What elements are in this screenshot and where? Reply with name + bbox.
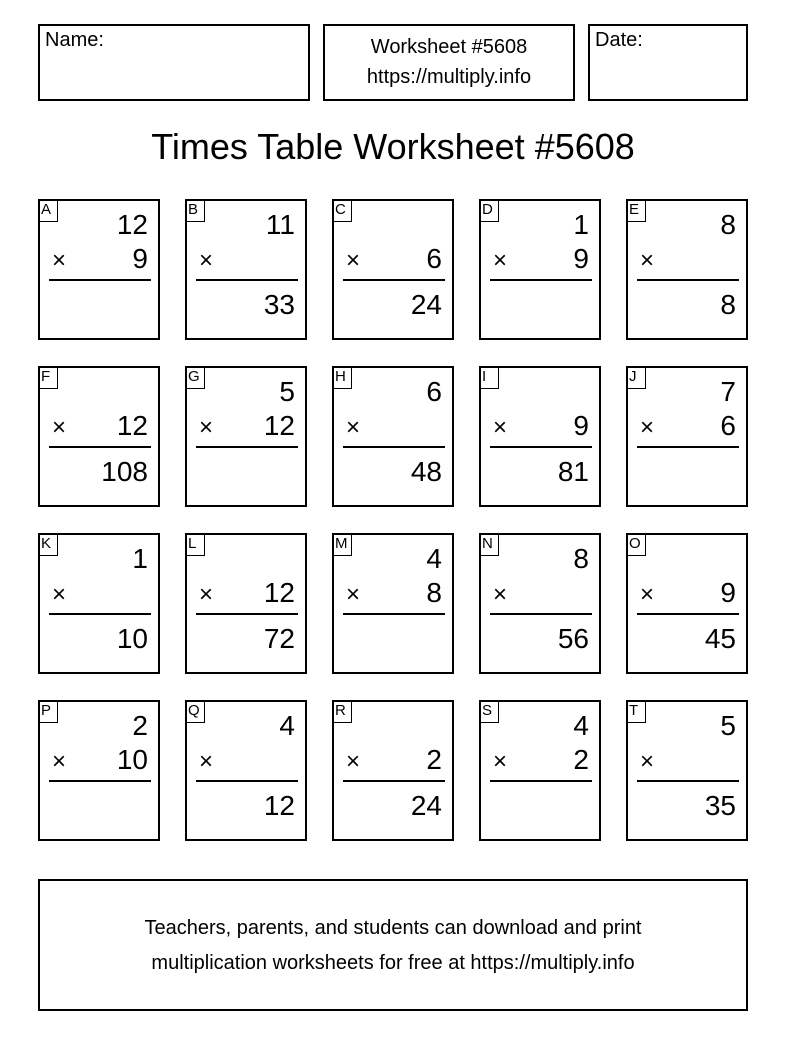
problem-card bbox=[185, 199, 307, 340]
multiplier: 12 bbox=[263, 577, 295, 608]
times-sign: × bbox=[493, 581, 508, 608]
problem-label: E bbox=[626, 199, 646, 222]
times-sign: × bbox=[52, 247, 67, 274]
worksheet-id-box bbox=[323, 24, 575, 101]
problem-label: F bbox=[38, 366, 58, 389]
problem-card bbox=[38, 700, 160, 841]
times-sign: × bbox=[52, 581, 67, 608]
product: 33 bbox=[263, 289, 295, 320]
times-sign: × bbox=[199, 581, 214, 608]
problem-label: A bbox=[38, 199, 58, 222]
problem-label: I bbox=[479, 366, 499, 389]
problem-card bbox=[332, 533, 454, 674]
times-sign: × bbox=[493, 247, 508, 274]
worksheet-title: Times Table Worksheet #5608 bbox=[151, 126, 635, 167]
answer-rule bbox=[490, 613, 592, 615]
multiplier: 12 bbox=[116, 410, 148, 441]
problem-card bbox=[38, 199, 160, 340]
product: 48 bbox=[410, 456, 442, 487]
answer-rule bbox=[49, 279, 151, 281]
problem-label: N bbox=[479, 533, 499, 556]
answer-rule bbox=[637, 780, 739, 782]
answer-rule bbox=[196, 446, 298, 448]
product: 56 bbox=[557, 623, 589, 654]
product: 24 bbox=[410, 289, 442, 320]
problem-card bbox=[332, 700, 454, 841]
answer-rule bbox=[490, 780, 592, 782]
problem-label: L bbox=[185, 533, 205, 556]
answer-rule bbox=[196, 279, 298, 281]
multiplicand: 1 bbox=[132, 543, 148, 574]
times-sign: × bbox=[640, 748, 655, 775]
problem-card bbox=[479, 700, 601, 841]
multiplier: 2 bbox=[426, 744, 442, 775]
product: 108 bbox=[101, 456, 148, 487]
problem-label: G bbox=[185, 366, 205, 389]
times-sign: × bbox=[493, 748, 508, 775]
problem-card bbox=[626, 700, 748, 841]
problem-label: B bbox=[185, 199, 205, 222]
times-sign: × bbox=[346, 748, 361, 775]
problem-card bbox=[479, 199, 601, 340]
problem-card bbox=[479, 366, 601, 507]
problem-label: J bbox=[626, 366, 646, 389]
product: 81 bbox=[557, 456, 589, 487]
multiplicand: 11 bbox=[265, 209, 295, 240]
problem-card bbox=[332, 199, 454, 340]
problem-label: R bbox=[332, 700, 352, 723]
multiplier: 9 bbox=[720, 577, 736, 608]
date-field-box bbox=[588, 24, 748, 101]
answer-rule bbox=[49, 613, 151, 615]
footer-line-1: Teachers, parents, and students can download and print bbox=[144, 917, 642, 939]
problem-card bbox=[479, 533, 601, 674]
multiplicand: 5 bbox=[720, 710, 736, 741]
product: 72 bbox=[263, 623, 295, 654]
answer-rule bbox=[343, 780, 445, 782]
multiplicand: 7 bbox=[720, 376, 736, 407]
multiplicand: 12 bbox=[116, 209, 148, 240]
problem-label: K bbox=[38, 533, 58, 556]
times-sign: × bbox=[52, 414, 67, 441]
problem-card bbox=[185, 700, 307, 841]
product: 8 bbox=[720, 289, 736, 320]
multiplier: 10 bbox=[116, 744, 148, 775]
name-label: Name: bbox=[45, 29, 104, 51]
answer-rule bbox=[49, 780, 151, 782]
worksheet-url: https://multiply.info bbox=[366, 66, 532, 88]
problem-card bbox=[185, 533, 307, 674]
times-sign: × bbox=[640, 414, 655, 441]
times-sign: × bbox=[199, 247, 214, 274]
problem-label: P bbox=[38, 700, 58, 723]
answer-rule bbox=[490, 279, 592, 281]
multiplier: 6 bbox=[720, 410, 736, 441]
problem-label: D bbox=[479, 199, 499, 222]
multiplier: 12 bbox=[263, 410, 295, 441]
product: 24 bbox=[410, 790, 442, 821]
problem-card bbox=[626, 533, 748, 674]
problem-card bbox=[626, 199, 748, 340]
multiplicand: 5 bbox=[279, 376, 295, 407]
problem-label: S bbox=[479, 700, 499, 723]
multiplicand: 4 bbox=[573, 710, 589, 741]
multiplier: 9 bbox=[132, 243, 148, 274]
answer-rule bbox=[490, 446, 592, 448]
answer-rule bbox=[196, 780, 298, 782]
multiplier: 6 bbox=[426, 243, 442, 274]
problem-label: M bbox=[332, 533, 352, 556]
problem-label: O bbox=[626, 533, 646, 556]
footer-box bbox=[38, 879, 748, 1011]
multiplicand: 4 bbox=[279, 710, 295, 741]
answer-rule bbox=[637, 279, 739, 281]
times-sign: × bbox=[493, 414, 508, 441]
problem-label: C bbox=[332, 199, 352, 222]
multiplicand: 1 bbox=[573, 209, 589, 240]
footer-line-2: multiplication worksheets for free at https://multiply.info bbox=[151, 952, 635, 974]
problem-card bbox=[38, 366, 160, 507]
problem-label: Q bbox=[185, 700, 205, 723]
product: 35 bbox=[704, 790, 736, 821]
times-sign: × bbox=[640, 581, 655, 608]
multiplicand: 8 bbox=[573, 543, 589, 574]
times-sign: × bbox=[346, 414, 361, 441]
problem-card bbox=[185, 366, 307, 507]
product: 12 bbox=[263, 790, 295, 821]
times-sign: × bbox=[52, 748, 67, 775]
answer-rule bbox=[637, 446, 739, 448]
times-sign: × bbox=[199, 414, 214, 441]
answer-rule bbox=[637, 613, 739, 615]
multiplier: 9 bbox=[573, 243, 589, 274]
times-sign: × bbox=[640, 247, 655, 274]
answer-rule bbox=[196, 613, 298, 615]
product: 10 bbox=[116, 623, 148, 654]
multiplier: 2 bbox=[573, 744, 589, 775]
times-sign: × bbox=[346, 581, 361, 608]
worksheet-number: Worksheet #5608 bbox=[370, 36, 528, 58]
problem-card bbox=[332, 366, 454, 507]
answer-rule bbox=[49, 446, 151, 448]
answer-rule bbox=[343, 446, 445, 448]
name-field-box bbox=[38, 24, 310, 101]
times-sign: × bbox=[199, 748, 214, 775]
problem-label: H bbox=[332, 366, 352, 389]
multiplicand: 6 bbox=[426, 376, 442, 407]
multiplier: 8 bbox=[426, 577, 442, 608]
date-label: Date: bbox=[595, 29, 643, 51]
problem-label: T bbox=[626, 700, 646, 723]
multiplicand: 8 bbox=[720, 209, 736, 240]
answer-rule bbox=[343, 279, 445, 281]
problem-card bbox=[626, 366, 748, 507]
product: 45 bbox=[704, 623, 736, 654]
multiplicand: 4 bbox=[426, 543, 442, 574]
multiplier: 9 bbox=[573, 410, 589, 441]
times-sign: × bbox=[346, 247, 361, 274]
answer-rule bbox=[343, 613, 445, 615]
problem-card bbox=[38, 533, 160, 674]
multiplicand: 2 bbox=[132, 710, 148, 741]
